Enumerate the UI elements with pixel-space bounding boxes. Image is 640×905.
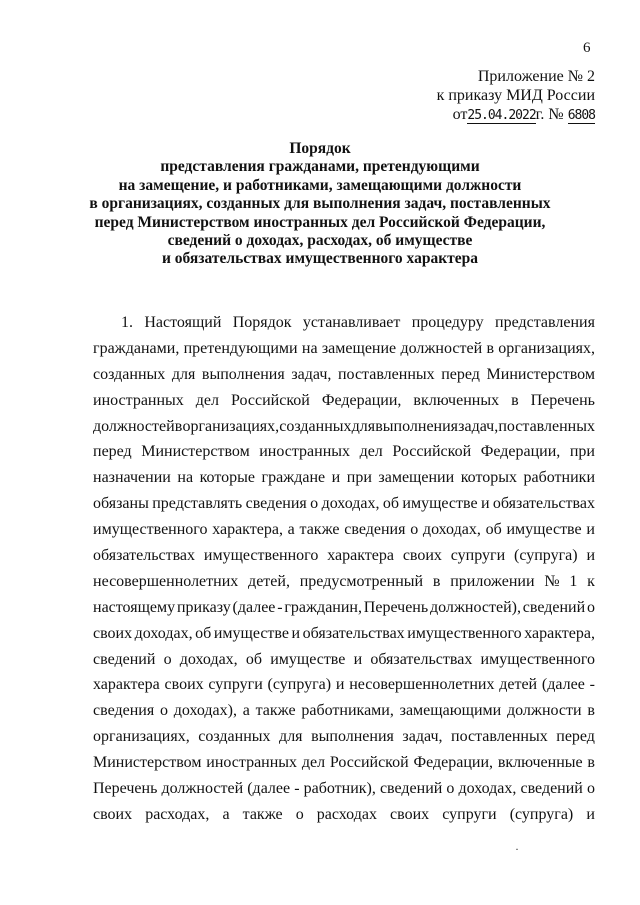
word: а: [242, 702, 250, 720]
word: гражданами,: [93, 339, 180, 357]
word: своих: [402, 547, 442, 565]
title-line: сведений о доходах, расходах, об имуществе: [167, 232, 473, 250]
word: доходах,: [321, 495, 380, 513]
text-line: [93, 569, 595, 595]
word: и: [331, 469, 341, 487]
word: Российской: [329, 754, 409, 772]
text-line: [93, 336, 595, 362]
word: Перечень: [530, 391, 595, 409]
word: (супруга): [267, 676, 332, 694]
text-line: [93, 750, 595, 776]
text-line: [93, 543, 595, 569]
text-line: [93, 724, 595, 750]
appendix-header: [437, 67, 595, 125]
word: (супруга): [514, 547, 578, 565]
word: и: [586, 521, 595, 539]
word: перед: [441, 365, 480, 383]
word: Порядок: [232, 314, 292, 331]
word: гражданин,: [284, 598, 362, 616]
word: также: [242, 805, 283, 823]
word: в: [587, 702, 595, 720]
title-line: и обязательствах имущественного характера: [162, 250, 478, 268]
word: Российской: [231, 391, 310, 409]
word: задач,: [291, 365, 332, 383]
title-line: представления гражданами, претендующими: [160, 158, 480, 176]
word: несовершеннолетних: [93, 572, 239, 590]
word: имуществе: [402, 495, 478, 513]
word: характера: [327, 547, 394, 565]
word: имущественного: [480, 650, 595, 668]
word: в: [432, 572, 441, 590]
word: детей,: [248, 572, 290, 590]
word: перед: [93, 443, 132, 461]
word: 1.: [121, 314, 133, 331]
word: Федерации,: [321, 391, 402, 409]
word: для: [351, 417, 376, 435]
document-title: [60, 140, 580, 269]
text-line: [93, 647, 595, 673]
word: выполнения: [311, 728, 394, 746]
word: перед: [556, 728, 595, 746]
word: дел: [195, 391, 220, 409]
word: замещающими: [399, 702, 502, 720]
word: предусмотренный: [299, 572, 424, 590]
word: об: [195, 624, 212, 642]
word: Федерации,: [413, 754, 494, 772]
word: на: [301, 339, 318, 357]
word: должностей),: [429, 598, 521, 616]
word: включенных: [413, 391, 500, 409]
word: иностранных: [206, 754, 298, 772]
word: граждане: [261, 469, 326, 487]
word: о: [446, 780, 455, 798]
word: для: [171, 365, 196, 383]
appendix-order-ref: к приказу МИД России: [436, 87, 595, 104]
word: имуществе: [270, 650, 346, 668]
word: обязательствах: [93, 547, 196, 565]
word: своих: [93, 805, 133, 823]
word: о: [159, 702, 168, 720]
word: детей: [499, 676, 538, 694]
word: созданных: [279, 417, 352, 435]
word: задач,: [458, 417, 499, 435]
word: несовершеннолетних: [349, 676, 495, 694]
date-prefix: от: [452, 106, 468, 123]
word: дел: [301, 754, 326, 772]
word: имуществе: [213, 624, 289, 642]
word: назначении: [93, 469, 171, 487]
word: которые: [199, 469, 255, 487]
word: -: [294, 780, 300, 798]
word: претендующими: [183, 339, 298, 357]
word: работник),: [303, 780, 376, 798]
word: сведений: [93, 650, 156, 668]
word: сведений: [520, 780, 583, 798]
word: супруги: [450, 547, 506, 565]
text-line: [93, 491, 595, 517]
word: которых: [460, 469, 517, 487]
word: доходах),: [173, 702, 237, 720]
word: Министерством: [141, 443, 250, 461]
word: работники: [523, 469, 595, 487]
word: Министерством: [93, 754, 202, 772]
word: о: [410, 521, 419, 539]
text-line: [93, 388, 595, 414]
word: о: [295, 805, 304, 823]
word: на: [177, 469, 194, 487]
word: должностей: [161, 780, 244, 798]
word: своих: [164, 676, 204, 694]
word: выполнения: [375, 417, 459, 435]
text-line: [93, 517, 595, 543]
word: и: [586, 547, 595, 565]
word: также: [255, 702, 296, 720]
word: своих: [390, 805, 430, 823]
appendix-date-line: [437, 105, 595, 125]
word: доходах,: [179, 650, 238, 668]
word: имущественного: [203, 547, 319, 565]
word: Перечень: [363, 598, 429, 616]
word: должностей: [400, 339, 483, 357]
word: поставленных: [498, 417, 595, 435]
word: Перечень: [93, 780, 158, 798]
word: о: [586, 780, 595, 798]
word: поставленных: [451, 728, 548, 746]
word: -: [589, 676, 595, 694]
word: характера: [93, 676, 160, 694]
document-body: [93, 310, 595, 828]
word: к: [587, 572, 595, 590]
word: 1: [569, 572, 578, 590]
word: (далее: [541, 676, 585, 694]
word: расходах,: [145, 805, 210, 823]
word: о: [586, 598, 595, 616]
word: (далее: [232, 598, 276, 616]
text-line: [93, 362, 595, 388]
title-line: перед Министерством иностранных дел Российской Федерации,: [94, 213, 546, 231]
word: в: [587, 754, 595, 772]
title-lines: [60, 158, 580, 268]
word: организациях,: [93, 728, 190, 746]
word: имущественного: [407, 624, 522, 642]
word: а: [287, 521, 295, 539]
text-line: [93, 698, 595, 724]
word: имущественного: [93, 521, 208, 539]
word: иностранных: [259, 443, 351, 461]
order-number: 6808: [567, 108, 595, 123]
word: об: [485, 521, 502, 539]
word: супруги: [208, 676, 263, 694]
word: Федерации,: [480, 443, 561, 461]
word: а: [222, 805, 230, 823]
word: о: [163, 650, 172, 668]
text-line: [93, 465, 595, 491]
text-line: [93, 672, 595, 698]
word: устанавливает: [302, 314, 401, 331]
word: своих: [93, 624, 133, 642]
order-date: 25.04.2022: [467, 108, 536, 123]
text-line: [93, 310, 595, 336]
word: супруги: [442, 805, 497, 823]
word: созданных: [93, 365, 166, 383]
word: включенные: [497, 754, 583, 772]
word: при: [569, 443, 595, 461]
word: о: [310, 495, 319, 513]
word: должности: [506, 702, 582, 720]
word: обязательствах: [492, 495, 595, 513]
word: сведения: [245, 495, 307, 513]
appendix-title: Приложение № 2: [477, 68, 595, 85]
text-line: [93, 595, 595, 621]
word: также: [299, 521, 340, 539]
word: сведений: [379, 780, 443, 798]
word: и: [353, 650, 363, 668]
word: дел: [359, 443, 383, 461]
word: приложении: [450, 572, 535, 590]
word: должностей: [93, 417, 175, 435]
word: характера,: [524, 624, 595, 642]
word: организациях,: [182, 417, 280, 435]
word: для: [279, 728, 303, 746]
word: и: [586, 805, 595, 823]
word: замещении: [378, 469, 455, 487]
title-line: на замещение, и работниками, замещающими должности: [118, 176, 522, 194]
word: настоящему: [93, 598, 176, 616]
title-heading: Порядок: [289, 140, 351, 157]
word: Министерством: [486, 365, 595, 383]
text-line: [93, 439, 595, 465]
word: поставленных: [337, 365, 435, 383]
word: при: [346, 469, 372, 487]
word: замещение: [321, 339, 397, 357]
page-number: 6: [583, 40, 591, 56]
word: и: [335, 676, 345, 694]
word: об: [245, 650, 263, 668]
text-line: [93, 802, 595, 828]
word: доходах,: [422, 521, 481, 539]
word: созданных: [198, 728, 271, 746]
word: характера,: [212, 521, 283, 539]
word: обязаны: [93, 495, 149, 513]
word: сведений: [522, 598, 586, 616]
word: сведения: [344, 521, 406, 539]
word: обязательствах: [370, 650, 473, 668]
text-line: [93, 621, 595, 647]
word: обязательствах: [302, 624, 405, 642]
word: об: [382, 495, 400, 513]
text-line: [93, 414, 595, 440]
title-line: в организациях, созданных для выполнения задач, поставленных: [89, 195, 551, 213]
word: сведения: [93, 702, 155, 720]
word: организациях,: [498, 339, 595, 357]
word: имуществе: [506, 521, 582, 539]
word: в: [486, 339, 494, 357]
word: (супруга): [509, 805, 574, 823]
text-line: [93, 776, 595, 802]
word: расходах: [316, 805, 377, 823]
word: Российской: [392, 443, 472, 461]
word: задач,: [402, 728, 443, 746]
word: процедуру: [411, 314, 484, 331]
word: работниками,: [301, 702, 394, 720]
date-suffix: г. №: [535, 106, 564, 123]
word: в: [174, 417, 183, 435]
word: в: [511, 391, 519, 409]
word: №: [544, 572, 560, 590]
word: Настоящий: [144, 314, 222, 331]
word: приказу: [176, 598, 231, 616]
word: представления: [495, 314, 595, 331]
word: (далее: [247, 780, 291, 798]
word: иностранных: [93, 391, 184, 409]
word: и: [480, 495, 490, 513]
word: представлять: [152, 495, 243, 513]
word: выполнения: [201, 365, 285, 383]
word: доходах,: [134, 624, 193, 642]
word: -: [277, 598, 283, 616]
word: и: [291, 624, 301, 642]
stray-mark: ·: [515, 842, 519, 856]
word: доходах,: [458, 780, 517, 798]
